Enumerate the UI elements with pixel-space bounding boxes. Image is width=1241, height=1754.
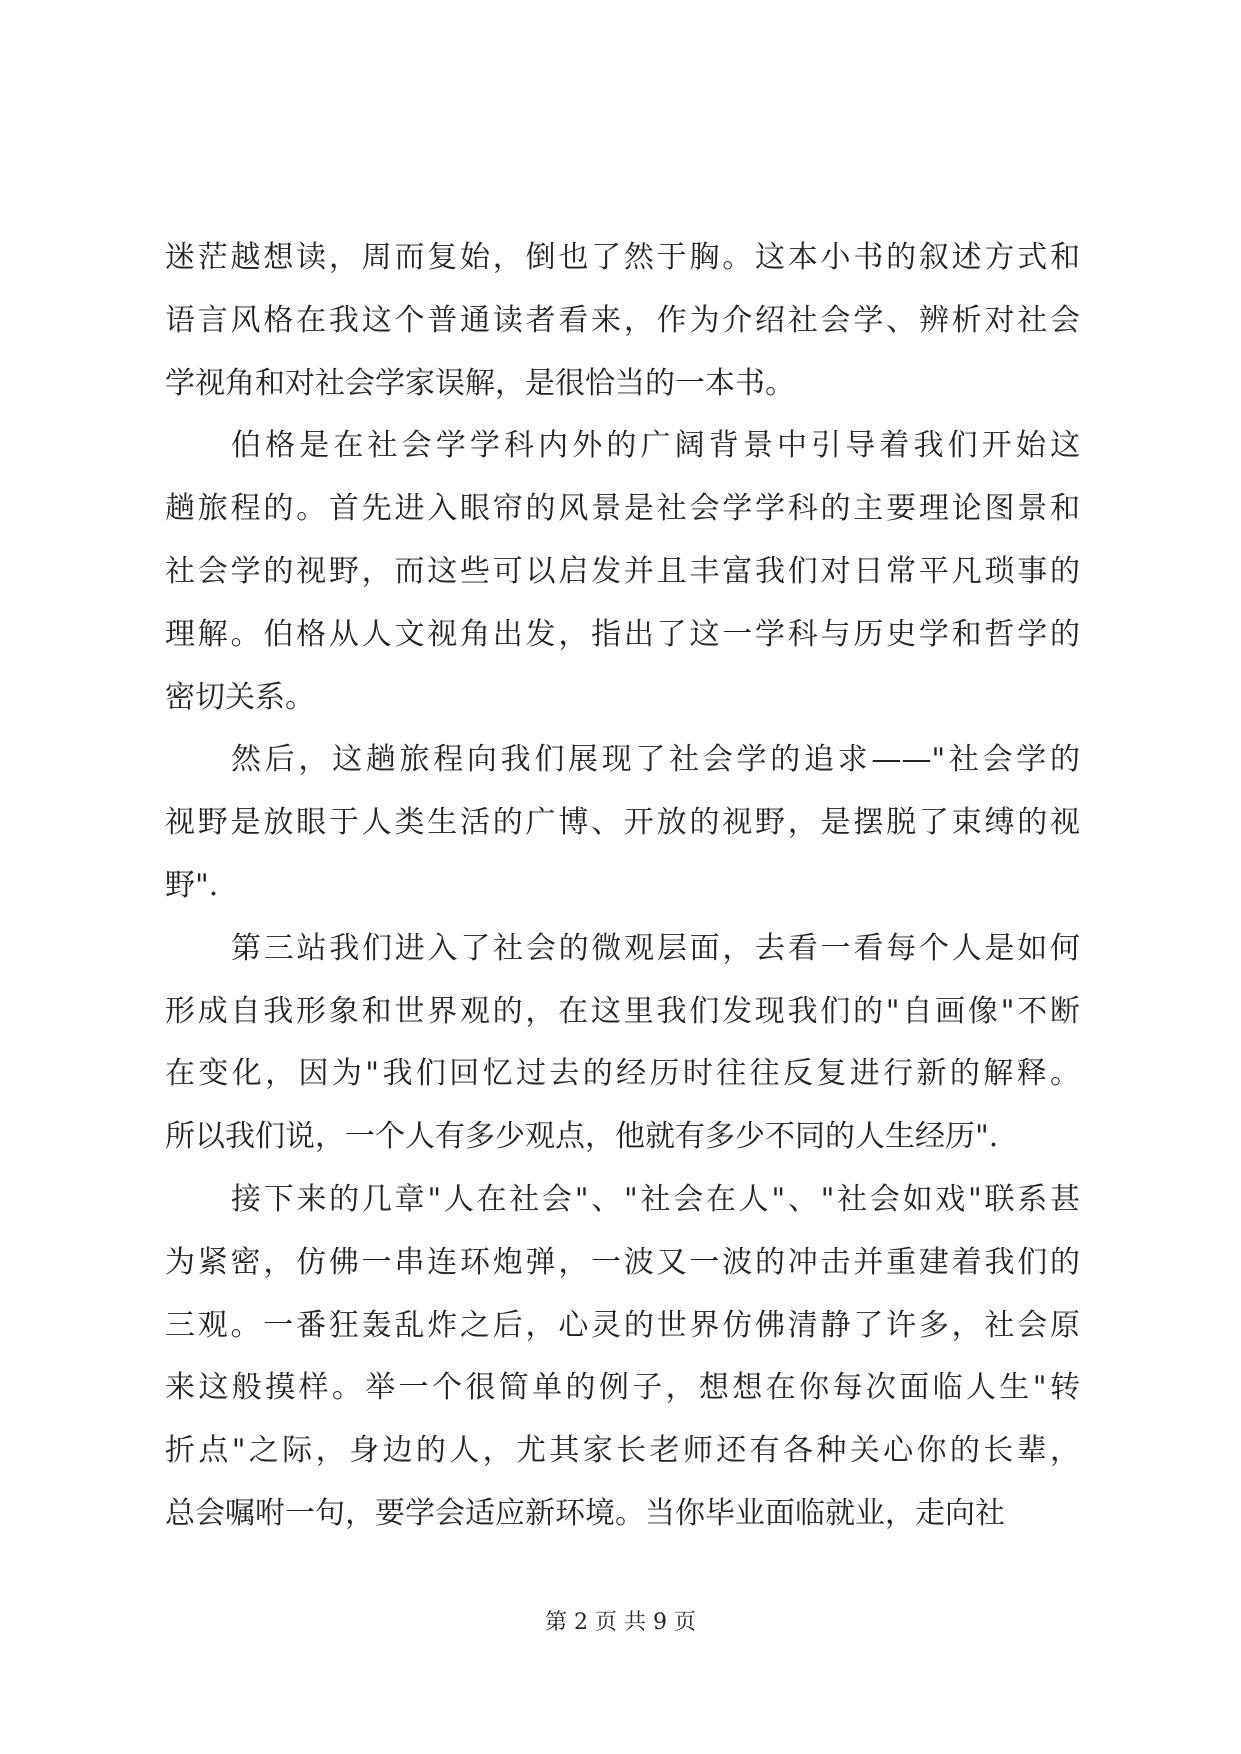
paragraph-2-line-4: 理解。伯格从人文视角出发，指出了这一学科与历史学和哲学的 xyxy=(165,616,1080,652)
paragraph-5-line-5: 折点"之际，身边的人，尤其家长老师还有各种关心你的长辈， xyxy=(165,1433,1080,1469)
paragraph-3-line-1: 然后，这趟旅程向我们展现了社会学的追求——"社会学的 xyxy=(231,742,1080,778)
paragraph-4-line-2: 形成自我形象和世界观的，在这里我们发现我们的"自画像"不断 xyxy=(165,993,1080,1029)
paragraph-5-line-1: 接下来的几章"人在社会"、"社会在人"、"社会如戏"联系甚 xyxy=(231,1181,1080,1217)
paragraph-5-line-2: 为紧密，仿佛一串连环炮弹，一波又一波的冲击并重建着我们的 xyxy=(165,1244,1080,1280)
paragraph-4-line-1: 第三站我们进入了社会的微观层面，去看一看每个人是如何 xyxy=(231,930,1080,966)
body-text xyxy=(165,227,1080,1546)
paragraph-5-line-6: 总会嘱咐一句，要学会适应新环境。当你毕业面临就业，走向社 xyxy=(165,1495,1005,1531)
page-footer: 第 2 页 共 9 页 xyxy=(545,1610,696,1635)
paragraph-5-line-4: 来这般摸样。举一个很简单的例子，想想在你每次面临人生"转 xyxy=(165,1370,1080,1406)
paragraph-4-line-3: 在变化，因为"我们回忆过去的经历时往往反复进行新的解释。 xyxy=(165,1056,1080,1092)
paragraph-5-line-3: 三观。一番狂轰乱炸之后，心灵的世界仿佛清静了许多，社会原 xyxy=(165,1307,1080,1343)
paragraph-3-line-2: 视野是放眼于人类生活的广博、开放的视野，是摆脱了束缚的视 xyxy=(165,805,1080,841)
paragraph-2-line-3: 社会学的视野，而这些可以启发并且丰富我们对日常平凡琐事的 xyxy=(165,553,1080,589)
paragraph-3-line-3: 野". xyxy=(165,867,219,903)
paragraph-4-line-4: 所以我们说，一个人有多少观点，他就有多少不同的人生经历". xyxy=(165,1119,999,1155)
paragraph-2-line-1: 伯格是在社会学学科内外的广阔背景中引导着我们开始这 xyxy=(231,428,1080,464)
paragraph-1-line-2: 语言风格在我这个普通读者看来，作为介绍社会学、辨析对社会 xyxy=(165,302,1080,338)
paragraph-1-line-3: 学视角和对社会学家误解，是很恰当的一本书。 xyxy=(165,365,795,401)
paragraph-1-line-1: 迷茫越想读，周而复始，倒也了然于胸。这本小书的叙述方式和 xyxy=(165,240,1080,275)
paragraph-2-line-5: 密切关系。 xyxy=(165,679,315,715)
paragraph-2-line-2: 趟旅程的。首先进入眼帘的风景是社会学学科的主要理论图景和 xyxy=(165,491,1080,527)
